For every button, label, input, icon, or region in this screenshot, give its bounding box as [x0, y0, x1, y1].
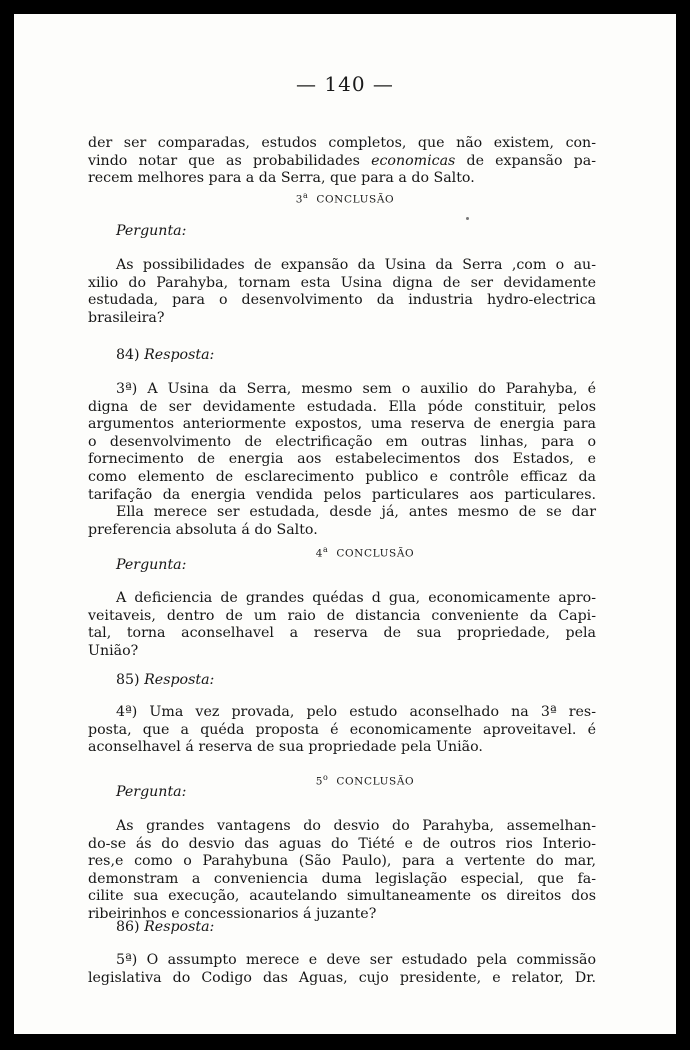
text-line: der ser comparadas, estudos completos, que não existem, con- — [88, 135, 596, 151]
answer-label-text: Resposta: — [144, 672, 215, 688]
text-line: tal, torna aconselhavel a reserva de sua propriedade, pela — [88, 625, 596, 642]
answer-label — [116, 919, 214, 935]
heading-ordinal-sup: o — [323, 773, 329, 782]
text-line: posta, que a quéda proposta é economicamente aproveitavel. é — [88, 721, 596, 738]
question-label: Pergunta: — [116, 557, 187, 573]
heading-ordinal: 4 — [315, 547, 324, 560]
paragraph-intro — [88, 135, 596, 188]
text-line: As grandes vantagens do desvio do Parahyba, assemelhan- — [116, 818, 596, 834]
answer-label — [116, 672, 214, 688]
paragraph-answer-3 — [88, 381, 596, 539]
page-number: — 140 — — [296, 72, 394, 96]
text-line: 4ª) Uma vez provada, pelo estudo aconselhado na 3ª res- — [116, 704, 596, 720]
answer-number: 84) — [116, 347, 140, 363]
answer-number: 86) — [116, 919, 140, 935]
paragraph-question-3 — [88, 818, 596, 924]
heading-ordinal-sup: a — [323, 545, 329, 554]
paragraph-question-2 — [88, 590, 596, 660]
answer-label-text: Resposta: — [144, 347, 215, 363]
text-line: recem melhores para a da Serra, que para a do Salto. — [88, 170, 475, 187]
heading-label: CONCLUSÃO — [316, 193, 395, 206]
text-line: A deficiencia de grandes quédas d gua, economicamente apro- — [116, 590, 596, 606]
heading-label: CONCLUSÃO — [336, 775, 415, 788]
text-line: do-se ás do desvio das aguas do Tiété e de outros rios Interio- — [88, 835, 596, 852]
text-span: de expansão pa- — [455, 152, 597, 169]
text-line: brasileira? — [88, 309, 165, 326]
page — [14, 14, 676, 1034]
heading-ordinal-sup: a — [303, 191, 309, 200]
text-line: demonstram a conveniencia duma legislação especial, que fa- — [88, 870, 596, 887]
text-line: Ella merece ser estudada, desde já, antes mesmo de se dar — [116, 504, 596, 521]
text-line: ribeirinhos e concessionarios á juzante? — [88, 905, 377, 922]
paragraph-answer-4 — [88, 704, 596, 757]
text-span: vindo notar que as probabilidades — [88, 152, 372, 169]
text-line: fornecimento de energia aos estabelecimentos dos Estados, e — [88, 451, 596, 468]
text-line: aconselhavel á reserva de sua propriedade pela União. — [88, 739, 483, 756]
text-line: 3ª) A Usina da Serra, mesmo sem o auxilio do Parahyba, é — [116, 381, 596, 397]
text-line — [88, 153, 596, 171]
paragraph-question-1 — [88, 257, 596, 327]
text-line: preferencia absoluta á do Salto. — [88, 521, 318, 538]
heading-ordinal: 3 — [295, 193, 304, 206]
text-line: tarifação da energia vendida pelos particulares aos particulares. — [88, 486, 596, 503]
text-line: As possibilidades de expansão da Usina da Serra ,com o au- — [116, 257, 596, 273]
text-line: argumentos anteriormente expostos, uma reserva de energia para — [88, 416, 596, 433]
print-speck — [466, 217, 469, 220]
answer-label — [116, 347, 214, 363]
text-line: como elemento de esclarecimento publico e contrôle efficaz da — [88, 468, 596, 485]
text-line: 5ª) O assumpto merece e deve ser estudado pela commissão — [116, 952, 596, 968]
paragraph-answer-5 — [88, 952, 596, 987]
heading-ordinal: 5 — [315, 775, 324, 788]
text-line: o desenvolvimento de electrificação em outras linhas, para o — [88, 433, 596, 450]
text-line: xilio do Parahyba, tornam esta Usina digna de ser devidamente — [88, 274, 596, 291]
text-line: res,e como o Parahybuna (São Paulo), para a vertente do mar, — [88, 853, 596, 870]
question-label: Pergunta: — [116, 784, 187, 800]
text-line: cilite sua execução, acautelando simultaneamente os direitos dos — [88, 888, 596, 905]
italic-term: economicas — [371, 152, 456, 169]
answer-number: 85) — [116, 672, 140, 688]
answer-label-text: Resposta: — [144, 919, 215, 935]
heading-label: CONCLUSÃO — [336, 547, 415, 560]
section-heading-conclusion-3 — [14, 191, 676, 206]
text-line: veitaveis, dentro de um raio de distancia conveniente da Capi- — [88, 607, 596, 624]
text-line: digna de ser devidamente estudada. Ella póde constituir, pelos — [88, 398, 596, 415]
text-line: estudada, para o desenvolvimento da industria hydro-electrica — [88, 292, 596, 309]
text-line: legislativa do Codigo das Aguas, cujo presidente, e relator, Dr. — [88, 969, 596, 986]
text-line: União? — [88, 642, 139, 659]
question-label: Pergunta: — [116, 223, 187, 239]
